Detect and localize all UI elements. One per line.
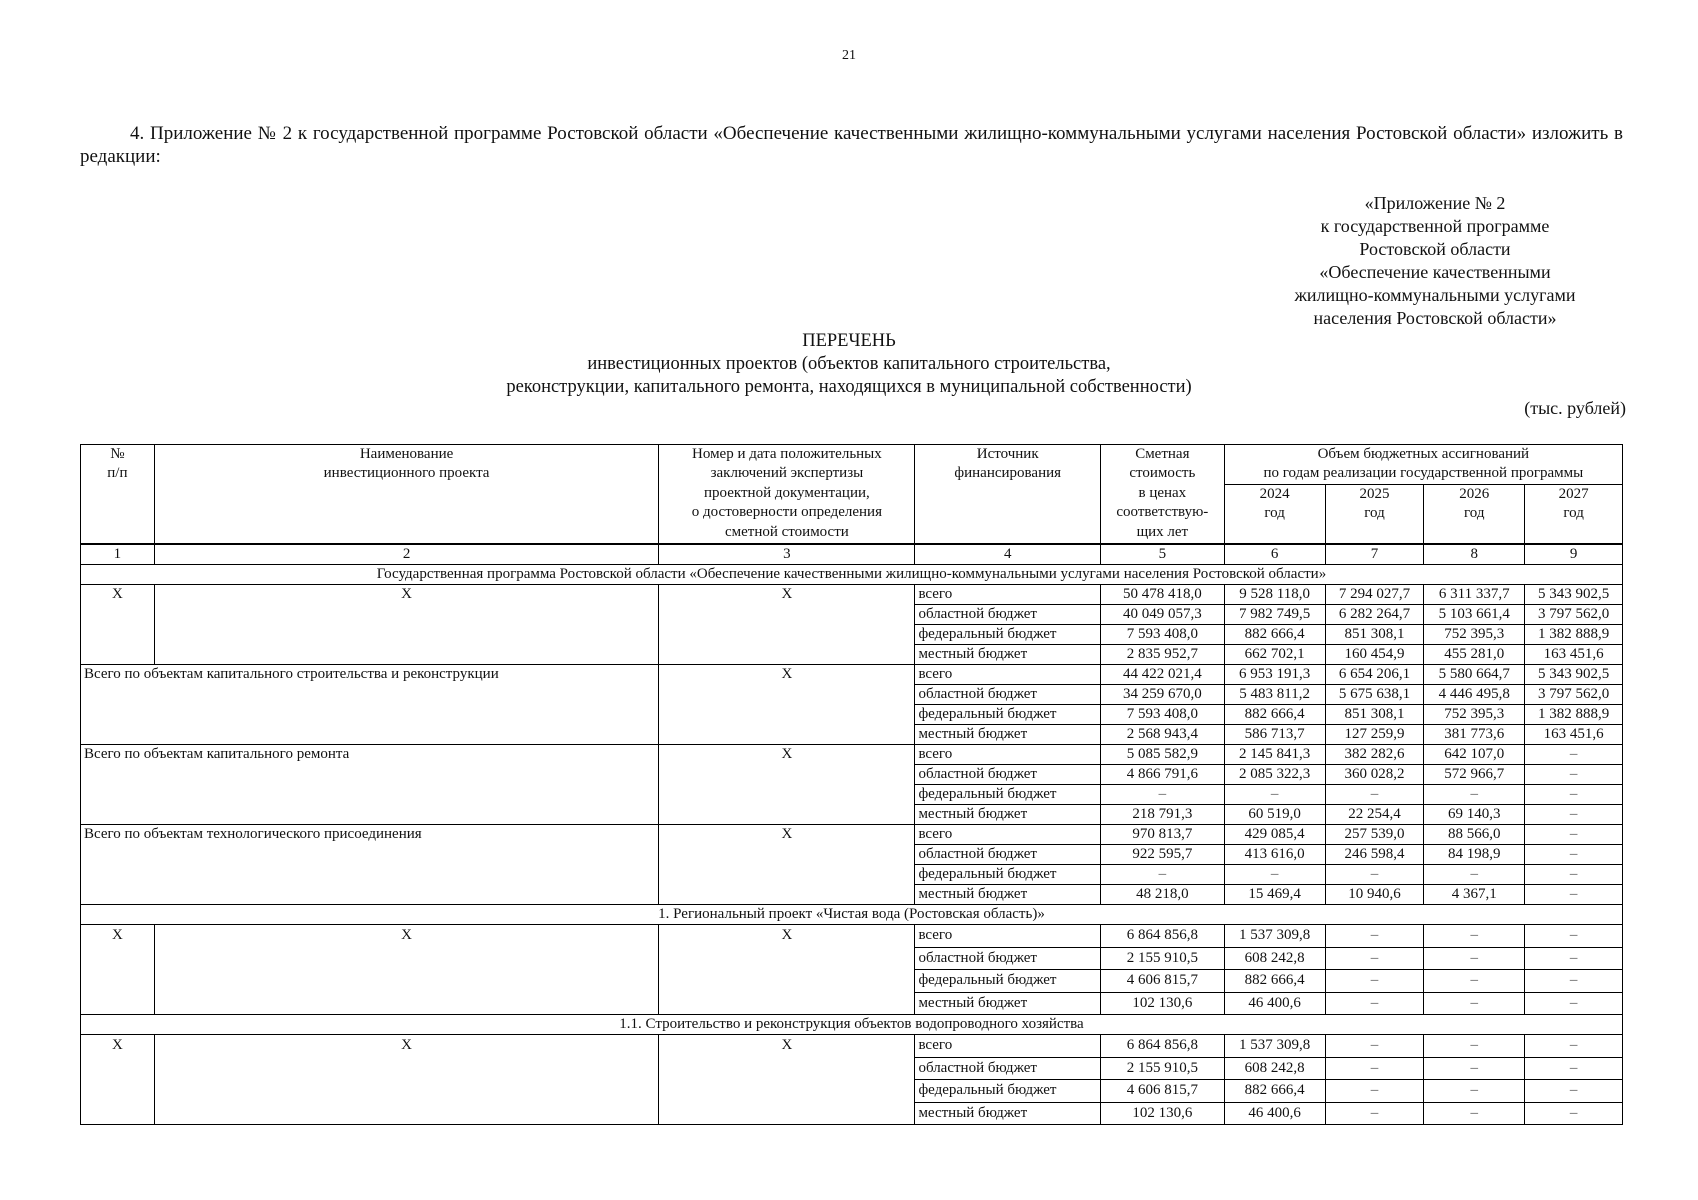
amount-cell: – [1525, 1057, 1623, 1080]
funding-source: местный бюджет [915, 992, 1101, 1015]
program-title: Государственная программа Ростовской области «Обеспечение качественными жилищно-коммунальными услугами населения Ростовской области» [81, 565, 1623, 585]
heading-subtitle: реконструкции, капитального ремонта, находящихся в муниципальной собственности) [506, 377, 1192, 397]
amount-cell: 381 773,6 [1424, 725, 1525, 745]
amount-cell: 360 028,2 [1325, 765, 1424, 785]
amount-cell: 1 537 309,8 [1224, 1035, 1325, 1058]
funding-source: федеральный бюджет [915, 705, 1101, 725]
amount-cell: 882 666,4 [1224, 625, 1325, 645]
header-year-2024: 2024 год [1224, 484, 1325, 544]
funding-source: всего [915, 585, 1101, 605]
amount-cell: 922 595,7 [1100, 845, 1224, 865]
data-row [81, 585, 1623, 605]
amount-cell: 2 155 910,5 [1100, 947, 1224, 970]
amount-cell: 22 254,4 [1325, 805, 1424, 825]
amount-cell: – [1100, 785, 1224, 805]
amount-cell: 1 537 309,8 [1224, 925, 1325, 948]
project-name: Х [154, 925, 659, 1015]
header-year-2026: 2026 год [1424, 484, 1525, 544]
amount-cell: – [1525, 947, 1623, 970]
amount-cell: 752 395,3 [1424, 705, 1525, 725]
funding-source: областной бюджет [915, 947, 1101, 970]
amount-cell: – [1325, 1035, 1424, 1058]
amount-cell: 5 580 664,7 [1424, 665, 1525, 685]
amount-cell: – [1525, 785, 1623, 805]
funding-source: местный бюджет [915, 645, 1101, 665]
funding-source: областной бюджет [915, 1057, 1101, 1080]
funding-source: областной бюджет [915, 605, 1101, 625]
amount-cell: – [1424, 970, 1525, 993]
investment-projects-table [80, 444, 1623, 1125]
amount-cell: – [1424, 785, 1525, 805]
appendix-line: Ростовской области [1359, 239, 1511, 259]
appendix-line: «Обеспечение качественными [1319, 262, 1551, 282]
amount-cell: – [1325, 947, 1424, 970]
section-title-row [81, 1015, 1623, 1035]
funding-source: всего [915, 1035, 1101, 1058]
amount-cell: 44 422 021,4 [1100, 665, 1224, 685]
amount-cell: – [1525, 992, 1623, 1015]
data-row [81, 1035, 1623, 1058]
amount-cell: – [1100, 865, 1224, 885]
amount-cell: 2 835 952,7 [1100, 645, 1224, 665]
funding-source: областной бюджет [915, 685, 1101, 705]
amount-cell: 6 654 206,1 [1325, 665, 1424, 685]
header-volume: Объем бюджетных ассигнований по годам реализации государственной программы [1224, 445, 1622, 485]
amount-cell: 9 528 118,0 [1224, 585, 1325, 605]
column-number: 1 [81, 544, 155, 565]
amount-cell: 4 606 815,7 [1100, 970, 1224, 993]
intro-paragraph: 4. Приложение № 2 к государственной программе Ростовской области «Обеспечение качественными жилищно-коммунальными услугами населения Ростовской области» изложить в редакции: [80, 123, 1623, 167]
amount-cell: – [1424, 1080, 1525, 1103]
amount-cell: – [1325, 1102, 1424, 1125]
funding-source: областной бюджет [915, 765, 1101, 785]
section-title: 1. Региональный проект «Чистая вода (Ростовская область)» [81, 905, 1623, 925]
amount-cell: 851 308,1 [1325, 705, 1424, 725]
data-row [81, 745, 1623, 765]
amount-cell: – [1525, 885, 1623, 905]
program-title-row [81, 565, 1623, 585]
header-name: Наименование инвестиционного проекта [154, 445, 659, 545]
amount-cell: 163 451,6 [1525, 645, 1623, 665]
header-year-2027: 2027 год [1525, 484, 1623, 544]
amount-cell: 429 085,4 [1224, 825, 1325, 845]
funding-source: местный бюджет [915, 1102, 1101, 1125]
amount-cell: 851 308,1 [1325, 625, 1424, 645]
header-year-2025: 2025 год [1325, 484, 1424, 544]
amount-cell: – [1325, 970, 1424, 993]
expertise-cell: Х [659, 665, 915, 745]
expertise-cell: Х [659, 825, 915, 905]
amount-cell: 5 085 582,9 [1100, 745, 1224, 765]
column-numbers-row [81, 544, 1623, 565]
amount-cell: – [1424, 925, 1525, 948]
column-number: 7 [1325, 544, 1424, 565]
column-number: 3 [659, 544, 915, 565]
funding-source: всего [915, 745, 1101, 765]
amount-cell: – [1525, 1102, 1623, 1125]
amount-cell: 4 866 791,6 [1100, 765, 1224, 785]
amount-cell: 69 140,3 [1424, 805, 1525, 825]
funding-source: областной бюджет [915, 845, 1101, 865]
amount-cell: 882 666,4 [1224, 1080, 1325, 1103]
header-expertise: Номер и дата положительных заключений экспертизы проектной документации, о достоверности определения сметной стоимости [659, 445, 915, 545]
amount-cell: 1 382 888,9 [1525, 705, 1623, 725]
expertise-cell: Х [659, 585, 915, 665]
funding-source: всего [915, 665, 1101, 685]
appendix-line: населения Ростовской области» [1313, 308, 1557, 328]
amount-cell: – [1525, 1080, 1623, 1103]
amount-cell: 50 478 418,0 [1100, 585, 1224, 605]
page-number: 21 [842, 48, 856, 63]
amount-cell: 88 566,0 [1424, 825, 1525, 845]
amount-cell: 4 446 495,8 [1424, 685, 1525, 705]
amount-cell: 127 259,9 [1325, 725, 1424, 745]
amount-cell: – [1424, 947, 1525, 970]
amount-cell: – [1525, 925, 1623, 948]
amount-cell: 257 539,0 [1325, 825, 1424, 845]
amount-cell: – [1325, 925, 1424, 948]
header-source: Источник финансирования [915, 445, 1101, 545]
amount-cell: 5 343 902,5 [1525, 665, 1623, 685]
amount-cell: 5 103 661,4 [1424, 605, 1525, 625]
funding-source: федеральный бюджет [915, 865, 1101, 885]
amount-cell: – [1525, 865, 1623, 885]
amount-cell: – [1325, 1080, 1424, 1103]
amount-cell: – [1224, 865, 1325, 885]
funding-source: федеральный бюджет [915, 785, 1101, 805]
amount-cell: 84 198,9 [1424, 845, 1525, 865]
column-number: 2 [154, 544, 659, 565]
column-number: 8 [1424, 544, 1525, 565]
amount-cell: 7 982 749,5 [1224, 605, 1325, 625]
amount-cell: 7 294 027,7 [1325, 585, 1424, 605]
amount-cell: – [1325, 785, 1424, 805]
amount-cell: 102 130,6 [1100, 1102, 1224, 1125]
amount-cell: – [1525, 745, 1623, 765]
amount-cell: – [1424, 1102, 1525, 1125]
amount-cell: 46 400,6 [1224, 992, 1325, 1015]
row-label: Всего по объектам капитального строительства и реконструкции [81, 665, 659, 745]
funding-source: федеральный бюджет [915, 970, 1101, 993]
amount-cell: 5 343 902,5 [1525, 585, 1623, 605]
amount-cell: 586 713,7 [1224, 725, 1325, 745]
amount-cell: 3 797 562,0 [1525, 605, 1623, 625]
funding-source: местный бюджет [915, 805, 1101, 825]
amount-cell: 7 593 408,0 [1100, 705, 1224, 725]
appendix-reference [1275, 192, 1595, 330]
units-label: (тыс. рублей) [1524, 398, 1626, 418]
amount-cell: 246 598,4 [1325, 845, 1424, 865]
amount-cell: 6 953 191,3 [1224, 665, 1325, 685]
amount-cell: – [1424, 865, 1525, 885]
amount-cell: – [1424, 1057, 1525, 1080]
heading-title: ПЕРЕЧЕНЬ [802, 331, 896, 351]
amount-cell: 5 483 811,2 [1224, 685, 1325, 705]
expertise-cell: Х [659, 925, 915, 1015]
amount-cell: 5 675 638,1 [1325, 685, 1424, 705]
data-row [81, 925, 1623, 948]
amount-cell: – [1325, 992, 1424, 1015]
amount-cell: – [1424, 1035, 1525, 1058]
amount-cell: – [1424, 992, 1525, 1015]
amount-cell: 46 400,6 [1224, 1102, 1325, 1125]
amount-cell: 382 282,6 [1325, 745, 1424, 765]
amount-cell: 2 145 841,3 [1224, 745, 1325, 765]
amount-cell: 163 451,6 [1525, 725, 1623, 745]
amount-cell: 608 242,8 [1224, 1057, 1325, 1080]
amount-cell: – [1525, 845, 1623, 865]
amount-cell: – [1525, 1035, 1623, 1058]
amount-cell: – [1325, 1057, 1424, 1080]
amount-cell: – [1525, 805, 1623, 825]
funding-source: федеральный бюджет [915, 1080, 1101, 1103]
amount-cell: 572 966,7 [1424, 765, 1525, 785]
row-number: Х [81, 1035, 155, 1125]
amount-cell: 2 085 322,3 [1224, 765, 1325, 785]
data-row [81, 665, 1623, 685]
amount-cell: 2 568 943,4 [1100, 725, 1224, 745]
amount-cell: 882 666,4 [1224, 970, 1325, 993]
amount-cell: 40 049 057,3 [1100, 605, 1224, 625]
amount-cell: 882 666,4 [1224, 705, 1325, 725]
funding-source: всего [915, 925, 1101, 948]
column-number: 4 [915, 544, 1101, 565]
amount-cell: 6 864 856,8 [1100, 1035, 1224, 1058]
column-number: 9 [1525, 544, 1623, 565]
row-number: Х [81, 925, 155, 1015]
amount-cell: 34 259 670,0 [1100, 685, 1224, 705]
amount-cell: 48 218,0 [1100, 885, 1224, 905]
funding-source: местный бюджет [915, 725, 1101, 745]
amount-cell: – [1525, 970, 1623, 993]
amount-cell: 60 519,0 [1224, 805, 1325, 825]
amount-cell: 970 813,7 [1100, 825, 1224, 845]
amount-cell: 1 382 888,9 [1525, 625, 1623, 645]
appendix-line: к государственной программе [1320, 216, 1550, 236]
amount-cell: 160 454,9 [1325, 645, 1424, 665]
row-label: Всего по объектам капитального ремонта [81, 745, 659, 825]
amount-cell: 642 107,0 [1424, 745, 1525, 765]
amount-cell: 662 702,1 [1224, 645, 1325, 665]
amount-cell: 102 130,6 [1100, 992, 1224, 1015]
amount-cell: – [1525, 825, 1623, 845]
amount-cell: 4 606 815,7 [1100, 1080, 1224, 1103]
header-num: № п/п [81, 445, 155, 545]
row-label: Всего по объектам технологического присоединения [81, 825, 659, 905]
heading-subtitle: инвестиционных проектов (объектов капитального строительства, [587, 354, 1111, 374]
amount-cell: – [1525, 765, 1623, 785]
amount-cell: 3 797 562,0 [1525, 685, 1623, 705]
header-cost: Сметная стоимость в ценах соответствую- щих лет [1100, 445, 1224, 545]
amount-cell: 608 242,8 [1224, 947, 1325, 970]
amount-cell: 15 469,4 [1224, 885, 1325, 905]
amount-cell: 455 281,0 [1424, 645, 1525, 665]
data-row [81, 825, 1623, 845]
funding-source: местный бюджет [915, 885, 1101, 905]
project-name: Х [154, 1035, 659, 1125]
amount-cell: 7 593 408,0 [1100, 625, 1224, 645]
amount-cell: 2 155 910,5 [1100, 1057, 1224, 1080]
amount-cell: 218 791,3 [1100, 805, 1224, 825]
amount-cell: 752 395,3 [1424, 625, 1525, 645]
amount-cell: 413 616,0 [1224, 845, 1325, 865]
amount-cell: 4 367,1 [1424, 885, 1525, 905]
document-heading [0, 330, 1698, 399]
funding-source: федеральный бюджет [915, 625, 1101, 645]
row-number: Х [81, 585, 155, 665]
amount-cell: 6 864 856,8 [1100, 925, 1224, 948]
appendix-line: «Приложение № 2 [1364, 193, 1506, 213]
section-title-row [81, 905, 1623, 925]
amount-cell: 6 282 264,7 [1325, 605, 1424, 625]
amount-cell: – [1224, 785, 1325, 805]
funding-source: всего [915, 825, 1101, 845]
expertise-cell: Х [659, 1035, 915, 1125]
column-number: 5 [1100, 544, 1224, 565]
column-number: 6 [1224, 544, 1325, 565]
appendix-line: жилищно-коммунальными услугами [1294, 285, 1576, 305]
amount-cell: 6 311 337,7 [1424, 585, 1525, 605]
section-title: 1.1. Строительство и реконструкция объектов водопроводного хозяйства [81, 1015, 1623, 1035]
amount-cell: – [1325, 865, 1424, 885]
amount-cell: 10 940,6 [1325, 885, 1424, 905]
expertise-cell: Х [659, 745, 915, 825]
project-name: Х [154, 585, 659, 665]
